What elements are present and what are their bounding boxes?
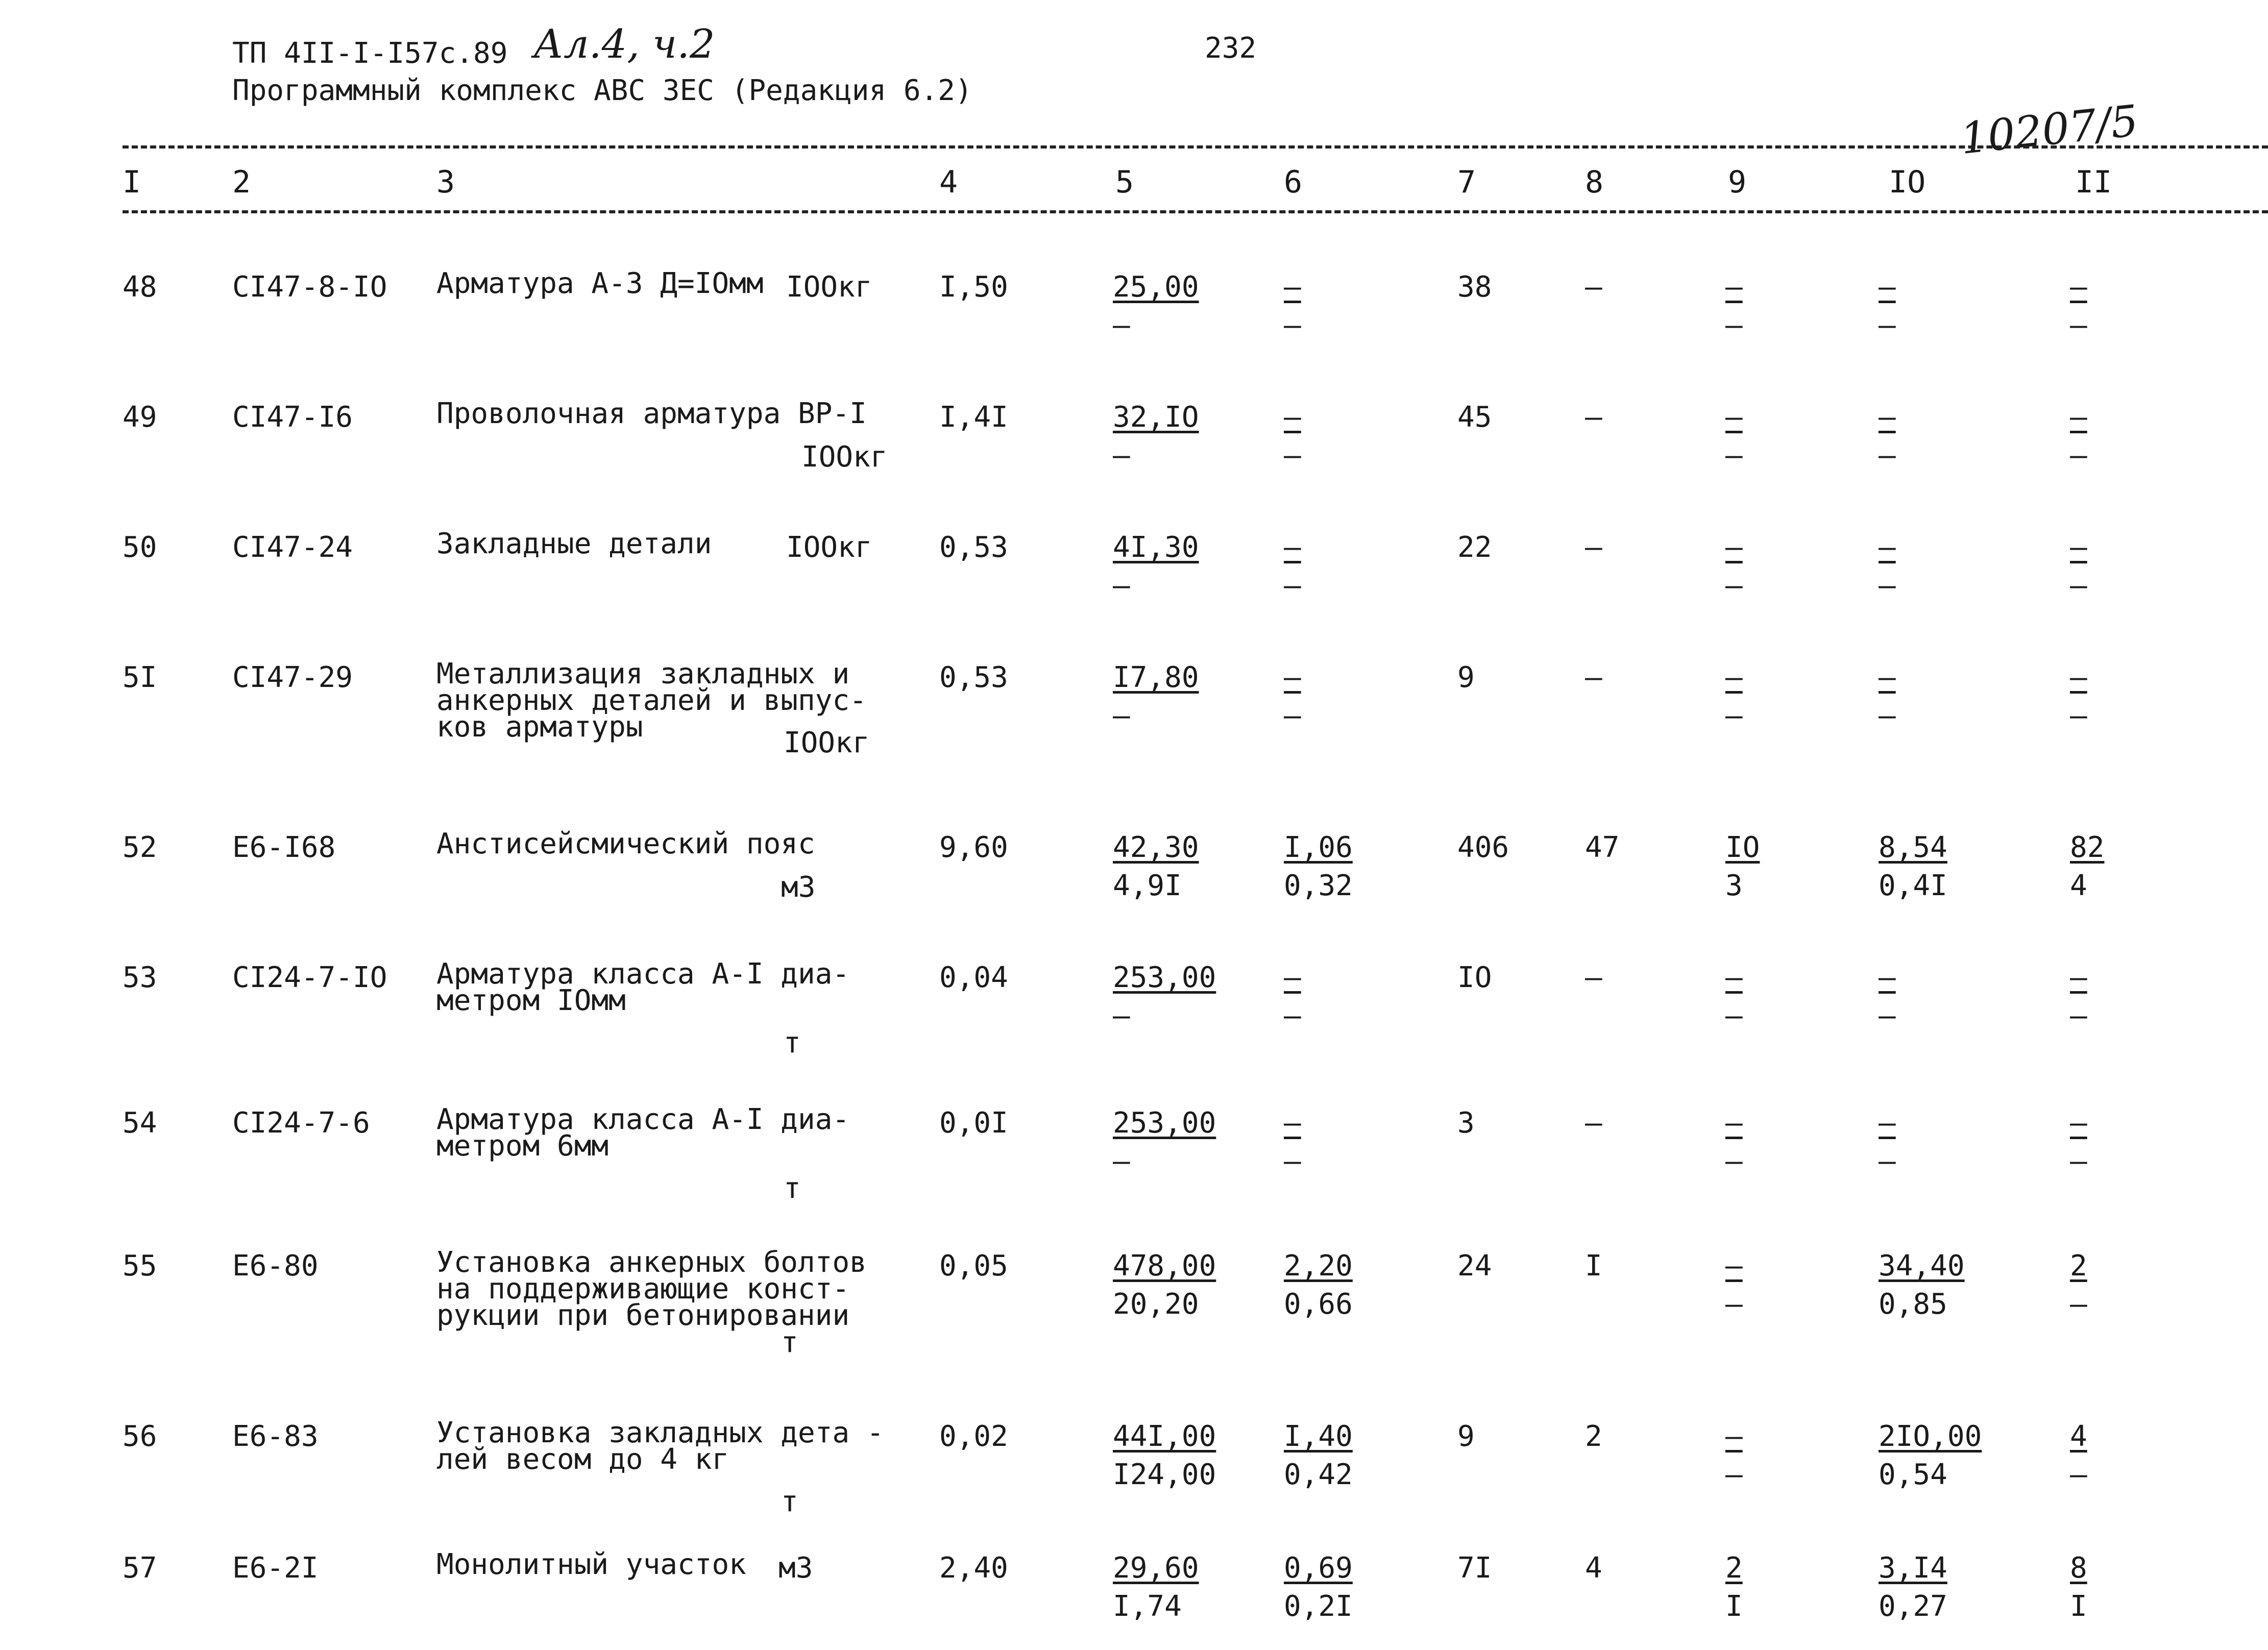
col7-value: 406 — [1457, 831, 1509, 864]
row-number: 53 — [123, 961, 157, 994]
norm-code: E6-2I — [232, 1552, 319, 1585]
col7-value: 38 — [1457, 270, 1492, 304]
column-number: 8 — [1585, 164, 1604, 200]
col9-bottom-value: – — [1725, 439, 1743, 472]
col10-top-value: – — [1879, 401, 1896, 434]
col10-top-value: 34,40 — [1879, 1249, 1965, 1283]
col11-bottom-value: 4 — [2070, 869, 2087, 902]
col9-bottom-value: – — [1725, 309, 1743, 342]
quantity: 0,04 — [939, 961, 1008, 994]
col9-top-value: – — [1725, 661, 1743, 694]
col11-bottom-value: – — [2070, 699, 2087, 732]
norm-code: CI47-I6 — [232, 401, 353, 434]
column-number: II — [2075, 164, 2112, 200]
measure-unit: т — [784, 1172, 801, 1205]
norm-code: CI24-7-6 — [232, 1106, 370, 1140]
col6-bottom-value: – — [1284, 1145, 1301, 1178]
col10-bottom-value: 0,85 — [1879, 1288, 1947, 1321]
col7-value: 9 — [1457, 661, 1475, 694]
column-number: 4 — [939, 164, 958, 200]
col8-value: 2 — [1585, 1420, 1602, 1453]
col9-top-value: IO — [1725, 831, 1760, 864]
col6-top-value: – — [1284, 531, 1301, 564]
col10-bottom-value: 0,27 — [1879, 1590, 1947, 1623]
quantity: 0,05 — [939, 1249, 1008, 1283]
col10-top-value: 8,54 — [1879, 831, 1947, 864]
work-description: Анстисейсмический пояс — [436, 827, 815, 860]
measure-unit: т — [781, 1485, 798, 1518]
col11-top-value: 8 — [2070, 1552, 2087, 1585]
work-description: Металлизация закладных и анкерных деталей и выпус- ков арматуры — [436, 657, 867, 744]
col9-top-value: – — [1725, 1106, 1743, 1140]
measure-unit: т — [781, 1326, 798, 1359]
col9-top-value: – — [1725, 961, 1743, 994]
col9-top-value: – — [1725, 531, 1743, 564]
col11-top-value: – — [2070, 961, 2087, 994]
row-number: 5I — [123, 661, 157, 694]
work-description: Установка закладных дета - лей весом до 4 кг — [436, 1416, 884, 1476]
col11-bottom-value: – — [2070, 1458, 2087, 1491]
col6-top-value: – — [1284, 401, 1301, 434]
quantity: 2,40 — [939, 1552, 1008, 1585]
col9-top-value: – — [1725, 270, 1743, 304]
col9-bottom-value: – — [1725, 1458, 1743, 1491]
column-number: 9 — [1728, 164, 1747, 200]
measure-unit: IOOкг — [801, 440, 888, 474]
measure-unit: т — [784, 1026, 801, 1060]
col5-top-value: 42,30 — [1113, 831, 1199, 864]
col9-top-value: – — [1725, 1420, 1743, 1453]
col6-bottom-value: – — [1284, 999, 1301, 1032]
col10-top-value: – — [1879, 531, 1896, 564]
col11-top-value: – — [2070, 531, 2087, 564]
col11-bottom-value: I — [2070, 1590, 2087, 1623]
col6-bottom-value: – — [1284, 439, 1301, 472]
work-description: Проволочная арматура ВР-I — [436, 397, 867, 430]
col5-top-value: 478,00 — [1113, 1249, 1216, 1283]
row-number: 52 — [123, 831, 157, 864]
norm-code: E6-80 — [232, 1249, 319, 1283]
col10-bottom-value: – — [1879, 1145, 1896, 1178]
quantity: 0,53 — [939, 531, 1008, 564]
col9-top-value: 2 — [1725, 1552, 1743, 1585]
col7-value: 45 — [1457, 401, 1492, 434]
program-title: Программный комплекс АВС ЗЕС (Редакция 6.2) — [232, 74, 972, 107]
col8-value: – — [1585, 1106, 1602, 1140]
col7-value: 7I — [1457, 1552, 1492, 1585]
quantity: 9,60 — [939, 831, 1008, 864]
column-number: 6 — [1284, 164, 1303, 200]
work-description: Арматура А-3 Д=IOмм — [436, 267, 764, 300]
col9-bottom-value: – — [1725, 1288, 1743, 1321]
col10-bottom-value: – — [1879, 439, 1896, 472]
col9-bottom-value: I — [1725, 1590, 1743, 1623]
work-description: Арматура класса А-I диа- метром IOмм — [436, 957, 850, 1017]
col10-bottom-value: 0,4I — [1879, 869, 1947, 902]
col5-top-value: 29,60 — [1113, 1552, 1199, 1585]
col10-top-value: 2IO,00 — [1879, 1420, 1982, 1453]
header-rule-top — [123, 145, 2268, 149]
column-number: IO — [1889, 164, 1926, 200]
row-number: 56 — [123, 1420, 157, 1453]
col11-bottom-value: – — [2070, 999, 2087, 1032]
col11-top-value: – — [2070, 401, 2087, 434]
col10-bottom-value: – — [1879, 309, 1896, 342]
col8-value: – — [1585, 531, 1602, 564]
col5-bottom-value: I24,00 — [1113, 1458, 1216, 1491]
col9-bottom-value: – — [1725, 569, 1743, 602]
col7-value: 24 — [1457, 1249, 1492, 1283]
col5-top-value: 44I,00 — [1113, 1420, 1216, 1453]
col8-value: 47 — [1585, 831, 1620, 864]
col6-top-value: – — [1284, 661, 1301, 694]
col6-top-value: I,06 — [1284, 831, 1353, 864]
col7-value: IO — [1457, 961, 1492, 994]
handwritten-reference: Ал.4, ч.2 — [533, 21, 715, 67]
column-number: 3 — [436, 164, 455, 200]
col6-bottom-value: 0,32 — [1284, 869, 1353, 902]
col9-top-value: – — [1725, 1249, 1743, 1283]
col7-value: 22 — [1457, 531, 1492, 564]
col6-top-value: 2,20 — [1284, 1249, 1353, 1283]
col11-bottom-value: – — [2070, 569, 2087, 602]
col6-bottom-value: 0,42 — [1284, 1458, 1353, 1491]
col5-bottom-value: – — [1113, 439, 1130, 472]
quantity: 0,0I — [939, 1106, 1008, 1140]
col7-value: 9 — [1457, 1420, 1475, 1453]
col11-top-value: – — [2070, 270, 2087, 304]
col11-top-value: – — [2070, 1106, 2087, 1140]
col10-top-value: – — [1879, 1106, 1896, 1140]
measure-unit: м3 — [778, 1552, 813, 1585]
col10-bottom-value: – — [1879, 999, 1896, 1032]
col11-top-value: 2 — [2070, 1249, 2087, 1283]
col10-bottom-value: – — [1879, 699, 1896, 732]
col5-bottom-value: 4,9I — [1113, 869, 1182, 902]
col7-value: 3 — [1457, 1106, 1475, 1140]
norm-code: E6-83 — [232, 1420, 319, 1453]
col8-value: – — [1585, 961, 1602, 994]
col11-top-value: 82 — [2070, 831, 2105, 864]
norm-code: CI47-29 — [232, 661, 353, 694]
col8-value: – — [1585, 270, 1602, 304]
col6-top-value: – — [1284, 961, 1301, 994]
col5-bottom-value: – — [1113, 569, 1130, 602]
measure-unit: IOOкг — [786, 270, 872, 304]
col5-top-value: 25,00 — [1113, 270, 1199, 304]
col11-bottom-value: – — [2070, 439, 2087, 472]
measure-unit: м3 — [781, 871, 816, 904]
col5-bottom-value: – — [1113, 699, 1130, 732]
col5-top-value: 253,00 — [1113, 961, 1216, 994]
column-number: 5 — [1115, 164, 1134, 200]
column-number: 2 — [232, 164, 251, 200]
col10-top-value: – — [1879, 661, 1896, 694]
norm-code: CI24-7-IO — [232, 961, 387, 994]
col8-value: – — [1585, 401, 1602, 434]
work-description: Закладные детали — [436, 527, 712, 560]
row-number: 50 — [123, 531, 157, 564]
col6-bottom-value: 0,2I — [1284, 1590, 1353, 1623]
col6-top-value: – — [1284, 1106, 1301, 1140]
row-number: 57 — [123, 1552, 157, 1585]
quantity: I,4I — [939, 401, 1008, 434]
col11-bottom-value: – — [2070, 1288, 2087, 1321]
col11-top-value: – — [2070, 661, 2087, 694]
col10-bottom-value: – — [1879, 569, 1896, 602]
col5-top-value: I7,80 — [1113, 661, 1199, 694]
col11-bottom-value: – — [2070, 1145, 2087, 1178]
work-description: Монолитный участок — [436, 1548, 746, 1581]
measure-unit: IOOкг — [784, 726, 870, 759]
page-number: 232 — [1205, 32, 1257, 65]
norm-code: CI47-24 — [232, 531, 353, 564]
col5-bottom-value: – — [1113, 999, 1130, 1032]
quantity: I,50 — [939, 270, 1008, 304]
col11-bottom-value: – — [2070, 309, 2087, 342]
col5-top-value: 4I,30 — [1113, 531, 1199, 564]
work-description: Установка анкерных болтов на поддерживающие конст- рукции при бетонировании — [436, 1246, 867, 1332]
col5-bottom-value: 20,20 — [1113, 1288, 1199, 1321]
col6-top-value: 0,69 — [1284, 1552, 1353, 1585]
col10-top-value: – — [1879, 961, 1896, 994]
column-number: I — [123, 164, 141, 200]
col6-top-value: – — [1284, 270, 1301, 304]
work-description: Арматура класса А-I диа- метром 6мм — [436, 1103, 850, 1163]
col6-bottom-value: – — [1284, 309, 1301, 342]
col5-top-value: 253,00 — [1113, 1106, 1216, 1140]
col9-bottom-value: – — [1725, 1145, 1743, 1178]
row-number: 49 — [123, 401, 157, 434]
col10-top-value: – — [1879, 270, 1896, 304]
row-number: 54 — [123, 1106, 157, 1140]
col5-bottom-value: – — [1113, 309, 1130, 342]
col9-bottom-value: 3 — [1725, 869, 1743, 902]
quantity: 0,53 — [939, 661, 1008, 694]
col9-bottom-value: – — [1725, 999, 1743, 1032]
quantity: 0,02 — [939, 1420, 1008, 1453]
row-number: 48 — [123, 270, 157, 304]
col9-top-value: – — [1725, 401, 1743, 434]
col5-top-value: 32,IO — [1113, 401, 1199, 434]
col8-value: 4 — [1585, 1552, 1602, 1585]
col8-value: I — [1585, 1249, 1602, 1283]
col11-top-value: 4 — [2070, 1420, 2087, 1453]
col6-bottom-value: – — [1284, 569, 1301, 602]
measure-unit: IOOкг — [786, 531, 872, 564]
header-rule-bottom — [123, 210, 2268, 213]
norm-code: CI47-8-IO — [232, 270, 387, 304]
col6-bottom-value: – — [1284, 699, 1301, 732]
handwritten-sheet-number: 10207/5 — [1958, 95, 2141, 164]
col10-bottom-value: 0,54 — [1879, 1458, 1947, 1491]
col6-top-value: I,40 — [1284, 1420, 1353, 1453]
doc-code: ТП 4II-I-I57с.89 — [232, 37, 508, 70]
col6-bottom-value: 0,66 — [1284, 1288, 1353, 1321]
row-number: 55 — [123, 1249, 157, 1283]
norm-code: E6-I68 — [232, 831, 336, 864]
col5-bottom-value: I,74 — [1113, 1590, 1182, 1623]
col8-value: – — [1585, 661, 1602, 694]
column-number: 7 — [1457, 164, 1476, 200]
col10-top-value: 3,I4 — [1879, 1552, 1947, 1585]
col5-bottom-value: – — [1113, 1145, 1130, 1178]
col9-bottom-value: – — [1725, 699, 1743, 732]
